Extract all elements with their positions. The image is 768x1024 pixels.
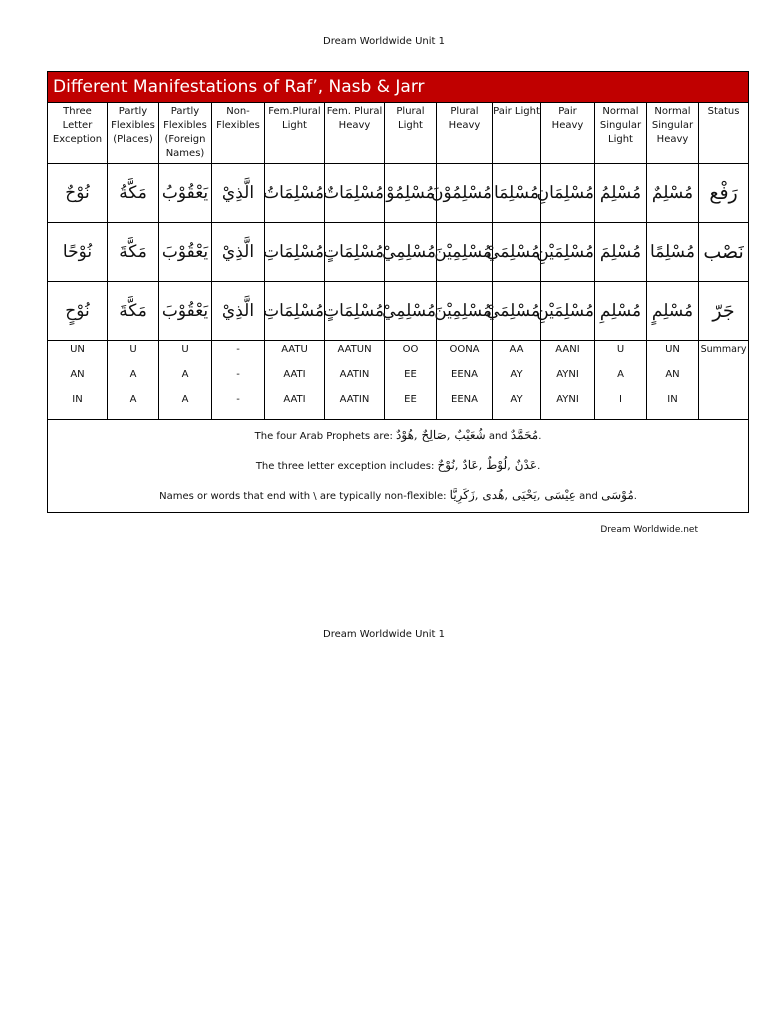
summary-value: EE xyxy=(404,394,417,405)
table-summary-row xyxy=(48,341,749,420)
status-cell: نَصْب xyxy=(699,223,749,282)
table-cell: مُسْلِمَاتٌ xyxy=(325,164,385,223)
summary-value: EENA xyxy=(451,394,478,405)
table-cell: مَكَّةَ xyxy=(108,282,159,341)
table-row-nasb xyxy=(48,223,749,282)
summary-value: EE xyxy=(404,369,417,380)
table-cell: مُسْلِمًا xyxy=(647,223,699,282)
page2-header: Dream Worldwide Unit 1 xyxy=(323,629,445,640)
notes-cell xyxy=(48,420,749,513)
summary-value: AATIN xyxy=(339,394,370,405)
column-header: Non-Flexibles xyxy=(212,103,265,164)
summary-value: A xyxy=(129,369,137,380)
summary-cell xyxy=(385,341,437,420)
summary-value: AY xyxy=(510,394,523,405)
summary-value: IN xyxy=(667,394,678,405)
column-header: Normal Singular Heavy xyxy=(647,103,699,164)
table-title: Different Manifestations of Raf’, Nasb & Jarr xyxy=(48,72,749,103)
table-cell: مُسْلِمَاتُ xyxy=(265,164,325,223)
table-cell: مُسْلِمِ xyxy=(595,282,647,341)
status-cell: جَرّ xyxy=(699,282,749,341)
summary-cell xyxy=(159,341,212,420)
summary-value: AANI xyxy=(555,344,580,355)
table-cell: مُسْلِمُ xyxy=(595,164,647,223)
table-row-raf xyxy=(48,164,749,223)
table-cell: مَكَّةُ xyxy=(108,164,159,223)
summary-value: - xyxy=(236,369,240,380)
summary-value: AN xyxy=(70,369,85,380)
summary-value: U xyxy=(181,344,189,355)
table-cell: مُسْلِمَاتٍ xyxy=(325,282,385,341)
column-header: Normal Singular Light xyxy=(595,103,647,164)
table-cell: مُسْلِمٍ xyxy=(647,282,699,341)
summary-cell xyxy=(437,341,493,420)
table-cell: الَّذِيْ xyxy=(212,223,265,282)
column-header: Partly Flexibles (Places) xyxy=(108,103,159,164)
summary-value: UN xyxy=(70,344,85,355)
table-cell: مُسْلِمِيْنَ xyxy=(437,223,493,282)
footer-link: Dream Worldwide.net xyxy=(600,525,698,535)
summary-value: AATIN xyxy=(339,369,370,380)
table-cell: مُسْلِمَاتٍ xyxy=(325,223,385,282)
page-header: Dream Worldwide Unit 1 xyxy=(323,36,445,47)
summary-cell xyxy=(108,341,159,420)
table-cell: الَّذِيْ xyxy=(212,164,265,223)
summary-cell xyxy=(265,341,325,420)
table-cell: مُسْلِمُوْ xyxy=(385,164,437,223)
table-cell: مُسْلِمِيْ xyxy=(385,223,437,282)
table-cell: مُسْلِمَيْ xyxy=(493,223,541,282)
summary-cell xyxy=(541,341,595,420)
note-line: Names or words that end with \ are typically non-flexible: عِيْسَى ,يَحْيَى ,هُدى ,زَكَرِيَّا and مُوْسَى. xyxy=(159,488,637,502)
table-cell: نُوْحٍ xyxy=(48,282,108,341)
summary-value: AA xyxy=(509,344,524,355)
summary-value: OO xyxy=(402,344,419,355)
summary-value: IN xyxy=(72,394,83,405)
column-header: Pair Light xyxy=(493,103,541,164)
summary-cell xyxy=(595,341,647,420)
column-header: Pair Heavy xyxy=(541,103,595,164)
table-cell: الَّذِيْ xyxy=(212,282,265,341)
column-header: Fem.Plural Light xyxy=(265,103,325,164)
table-cell: يَعْقُوْبَ xyxy=(159,282,212,341)
summary-cell xyxy=(48,341,108,420)
note-line: The four Arab Prophets are: شُعَيْبٌ ,صَالِحٌ ,هُوْدٌ and مُحَمَّدٌ. xyxy=(254,428,542,442)
table-cell: مُسْلِمَيْنِ xyxy=(541,223,595,282)
manifestations-table xyxy=(47,71,749,513)
summary-value: AATU xyxy=(281,344,308,355)
table-cell: يَعْقُوْبُ xyxy=(159,164,212,223)
table-cell: مُسْلِمَيْنِ xyxy=(541,282,595,341)
table-cell: مُسْلِمَاتِ xyxy=(265,282,325,341)
summary-value: EENA xyxy=(451,369,478,380)
summary-cell xyxy=(493,341,541,420)
summary-value: A xyxy=(617,369,624,380)
summary-value: A xyxy=(129,394,137,405)
summary-value: AYNI xyxy=(556,369,579,380)
table-cell: مُسْلِمَانِ xyxy=(541,164,595,223)
summary-value: I xyxy=(619,394,622,405)
summary-value: AY xyxy=(510,369,523,380)
summary-value: - xyxy=(236,344,240,355)
table-cell: مُسْلِمُوْنَ xyxy=(437,164,493,223)
table-cell: مُسْلِمِيْنَ xyxy=(437,282,493,341)
note-line: The three letter exception includes: عَدْنٌ ,لُوْطٌ ,عَادٌ ,نُوْحٌ. xyxy=(255,458,541,472)
table-cell: مُسْلِمَا xyxy=(493,164,541,223)
table-cell: يَعْقُوْبَ xyxy=(159,223,212,282)
summary-value: AYNI xyxy=(556,394,579,405)
table-row-jarr xyxy=(48,282,749,341)
table-cell: مُسْلِمِيْ xyxy=(385,282,437,341)
table-cell: مُسْلِمٌ xyxy=(647,164,699,223)
table-cell: مُسْلِمَ xyxy=(595,223,647,282)
summary-value: U xyxy=(129,344,137,355)
summary-label: Summary xyxy=(699,341,749,420)
summary-cell xyxy=(325,341,385,420)
column-header: Three Letter Exception xyxy=(48,103,108,164)
summary-cell xyxy=(212,341,265,420)
summary-value: UN xyxy=(665,344,680,355)
column-header: Plural Light xyxy=(385,103,437,164)
column-header: Status xyxy=(699,103,749,164)
summary-value: AN xyxy=(665,369,680,380)
table-cell: مَكَّةَ xyxy=(108,223,159,282)
summary-value: A xyxy=(181,394,189,405)
table-cell: نُوْحًا xyxy=(48,223,108,282)
summary-value: A xyxy=(181,369,189,380)
column-header: Fem. Plural Heavy xyxy=(325,103,385,164)
summary-value: OONA xyxy=(449,344,480,355)
table-cell: مُسْلِمَاتِ xyxy=(265,223,325,282)
table-cell: مُسْلِمَيْ xyxy=(493,282,541,341)
summary-value: - xyxy=(236,394,240,405)
summary-cell xyxy=(647,341,699,420)
table-header-row xyxy=(48,103,749,164)
column-header: Partly Flexibles (Foreign Names) xyxy=(159,103,212,164)
table-cell: نُوْحٌ xyxy=(48,164,108,223)
summary-value: AATUN xyxy=(337,344,372,355)
column-header: Plural Heavy xyxy=(437,103,493,164)
status-cell: رَفْع xyxy=(699,164,749,223)
summary-value: AATI xyxy=(283,394,306,405)
summary-value: U xyxy=(616,344,625,355)
summary-value: AATI xyxy=(283,369,306,380)
